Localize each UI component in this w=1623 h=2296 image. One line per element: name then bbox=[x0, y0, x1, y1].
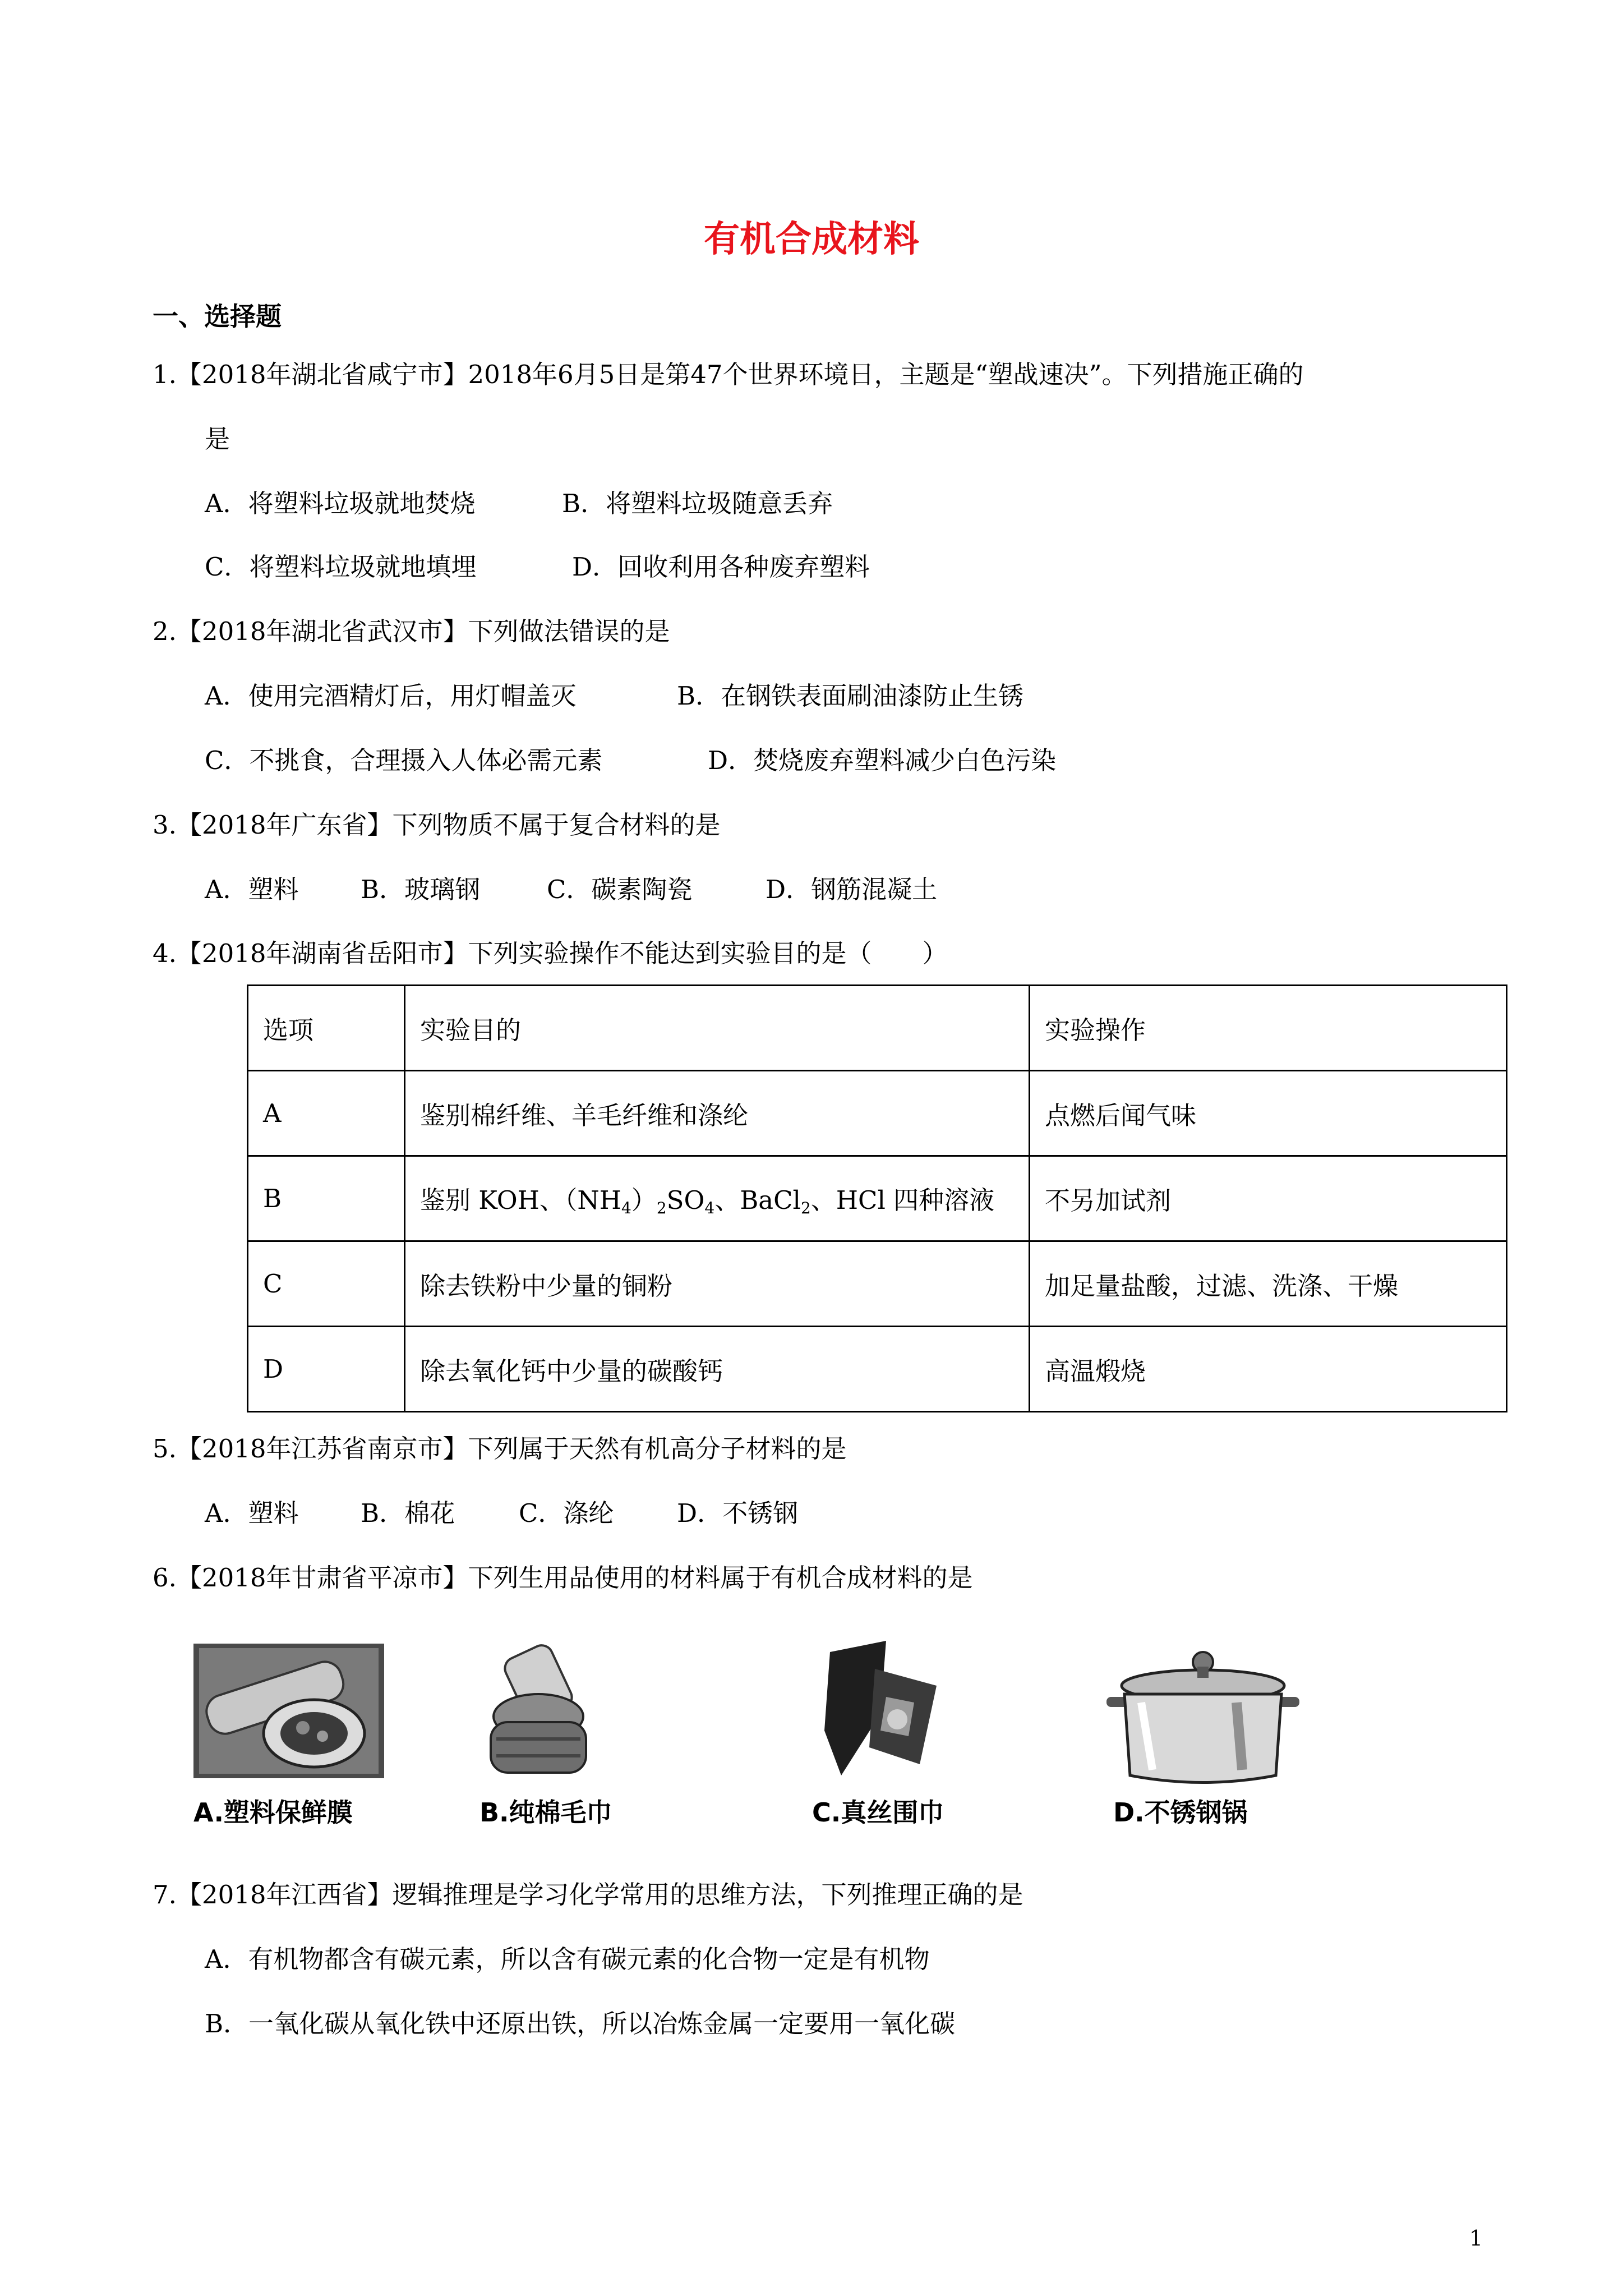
row-option: C bbox=[248, 1241, 405, 1327]
table-header-row bbox=[248, 986, 1507, 1071]
q7-option-b: B．一氧化碳从氧化铁中还原出铁，所以冶炼金属一定要用一氧化碳 bbox=[205, 2009, 956, 2039]
q7-option-a: A．有机物都含有碳元素，所以含有碳元素的化合物一定是有机物 bbox=[205, 1944, 930, 1974]
row-operation: 不另加试剂 bbox=[1030, 1156, 1507, 1241]
q5-option-d: D．不锈钢 bbox=[677, 1498, 799, 1528]
table-row bbox=[248, 1327, 1507, 1412]
q5-option-c: C．涤纶 bbox=[519, 1498, 614, 1528]
table-row bbox=[248, 1241, 1507, 1327]
row-operation: 高温煅烧 bbox=[1030, 1327, 1507, 1412]
q1-option-a: A．将塑料垃圾就地焚烧 bbox=[205, 489, 476, 518]
q3-option-d: D．钢筋混凝土 bbox=[766, 875, 938, 904]
row-purpose: 鉴别棉纤维、羊毛纤维和涤纶 bbox=[405, 1071, 1030, 1156]
q5-option-a: A．塑料 bbox=[205, 1498, 299, 1528]
caption-a: A.塑料保鲜膜 bbox=[193, 1797, 353, 1828]
section-heading: 一、选择题 bbox=[153, 301, 282, 332]
q5-option-b: B．棉花 bbox=[361, 1498, 455, 1528]
experiment-table bbox=[247, 984, 1507, 1412]
table-row bbox=[248, 1156, 1507, 1241]
table-row bbox=[248, 1071, 1507, 1156]
q2-stem: 2.【2018年湖北省武汉市】下列做法错误的是 bbox=[153, 616, 670, 646]
q1-option-d: D．回收利用各种废弃塑料 bbox=[572, 552, 870, 582]
q2-option-a: A．使用完酒精灯后，用灯帽盖灭 bbox=[205, 681, 577, 711]
q2-option-b: B．在钢铁表面刷油漆防止生锈 bbox=[677, 681, 1024, 711]
header-operation: 实验操作 bbox=[1030, 986, 1507, 1071]
steel-pot-image bbox=[1102, 1646, 1304, 1789]
page-title: 有机合成材料 bbox=[704, 219, 919, 260]
q3-option-a: A．塑料 bbox=[205, 875, 299, 904]
header-purpose: 实验目的 bbox=[405, 986, 1030, 1071]
header-option: 选项 bbox=[248, 986, 405, 1071]
caption-b: B.纯棉毛巾 bbox=[479, 1797, 612, 1828]
q1-option-c: C．将塑料垃圾就地填埋 bbox=[205, 552, 477, 582]
caption-c: C.真丝围巾 bbox=[812, 1797, 944, 1828]
row-option: A bbox=[248, 1071, 405, 1156]
q1-stem-cont: 是 bbox=[205, 424, 230, 454]
towel-image bbox=[479, 1644, 597, 1784]
plastic-wrap-image bbox=[193, 1644, 384, 1778]
q1-stem: 1.【2018年湖北省咸宁市】2018年6月5日是第47个世界环境日，主题是“塑战速决”。下列措施正确的 bbox=[153, 360, 1304, 389]
q3-stem: 3.【2018年广东省】下列物质不属于复合材料的是 bbox=[153, 810, 721, 840]
row-operation: 点燃后闻气味 bbox=[1030, 1071, 1507, 1156]
row-operation: 加足量盐酸，过滤、洗涤、干燥 bbox=[1030, 1241, 1507, 1327]
q6-stem: 6.【2018年甘肃省平凉市】下列生用品使用的材料属于有机合成材料的是 bbox=[153, 1563, 973, 1593]
q3-option-c: C．碳素陶瓷 bbox=[547, 875, 693, 904]
q2-option-c: C．不挑食，合理摄入人体必需元素 bbox=[205, 746, 603, 775]
q4-stem: 4.【2018年湖南省岳阳市】下列实验操作不能达到实验目的是（ ） bbox=[153, 938, 948, 968]
row-option: B bbox=[248, 1156, 405, 1241]
q1-option-b: B．将塑料垃圾随意丢弃 bbox=[562, 489, 833, 518]
row-purpose: 除去氧化钙中少量的碳酸钙 bbox=[405, 1327, 1030, 1412]
page-number: 1 bbox=[1469, 2226, 1483, 2251]
caption-d: D.不锈钢锅 bbox=[1113, 1797, 1248, 1828]
q7-stem: 7.【2018年江西省】逻辑推理是学习化学常用的思维方法，下列推理正确的是 bbox=[153, 1880, 1023, 1910]
q2-option-d: D．焚烧废弃塑料减少白色污染 bbox=[708, 746, 1057, 775]
row-purpose: 除去铁粉中少量的铜粉 bbox=[405, 1241, 1030, 1327]
row-option: D bbox=[248, 1327, 405, 1412]
q5-stem: 5.【2018年江苏省南京市】下列属于天然有机高分子材料的是 bbox=[153, 1434, 847, 1464]
q3-option-b: B．玻璃钢 bbox=[361, 875, 481, 904]
row-purpose: 鉴别 KOH、$(NH_4)_2SO_4$、BaCl$_2$、HCl 四种溶液 bbox=[405, 1156, 1030, 1241]
silk-scarf-image bbox=[819, 1635, 942, 1784]
